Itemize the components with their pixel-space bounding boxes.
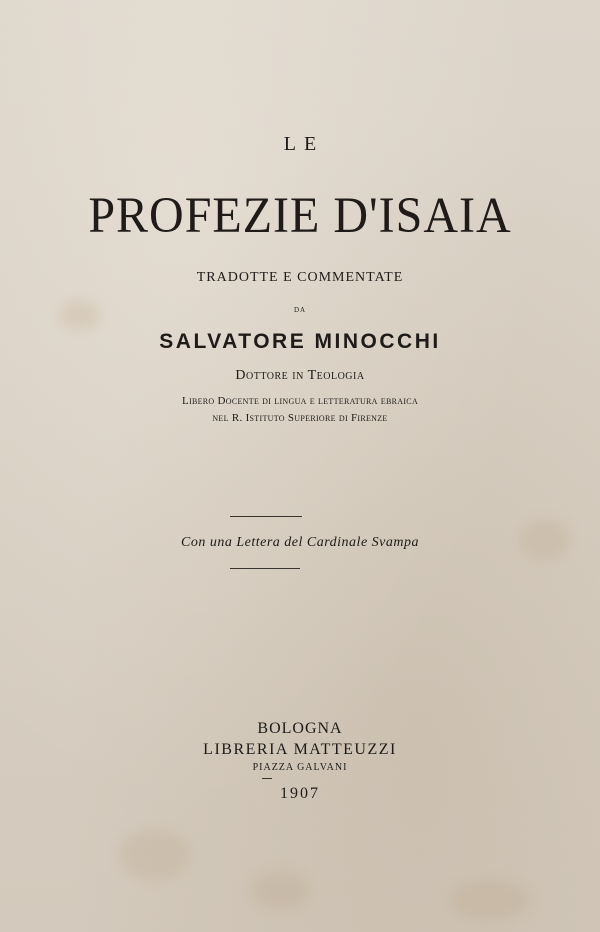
publication-city: BOLOGNA [257, 720, 343, 737]
author-position-line-2: nel R. Istituto Superiore di Firenze [212, 412, 388, 424]
paper-stain [120, 830, 190, 880]
author-degree: Dottore in Teologia [235, 368, 365, 383]
preface-note: Con una Lettera del Cardinale Svampa [181, 535, 419, 550]
book-subtitle: TRADOTTE E COMMENTATE [196, 270, 404, 285]
paper-stain [250, 870, 310, 910]
paper-stain [450, 880, 530, 920]
publisher-name: LIBRERIA MATTEUZZI [203, 741, 397, 758]
publisher-address: PIAZZA GALVANI [252, 762, 348, 773]
publication-year: 1907 [280, 785, 320, 802]
divider-rule-year [262, 778, 272, 779]
author-preposition: DA [293, 306, 307, 314]
paper-stain [60, 300, 100, 330]
divider-rule-bottom [230, 568, 300, 569]
divider-rule-top [230, 516, 302, 517]
author-position-line-1: Libero Docente di lingua e letteratura ebraica [181, 395, 419, 407]
title-article: LE [283, 133, 325, 155]
author-name: SALVATORE MINOCCHI [159, 330, 441, 353]
book-title: PROFEZIE D'ISAIA [88, 187, 512, 244]
